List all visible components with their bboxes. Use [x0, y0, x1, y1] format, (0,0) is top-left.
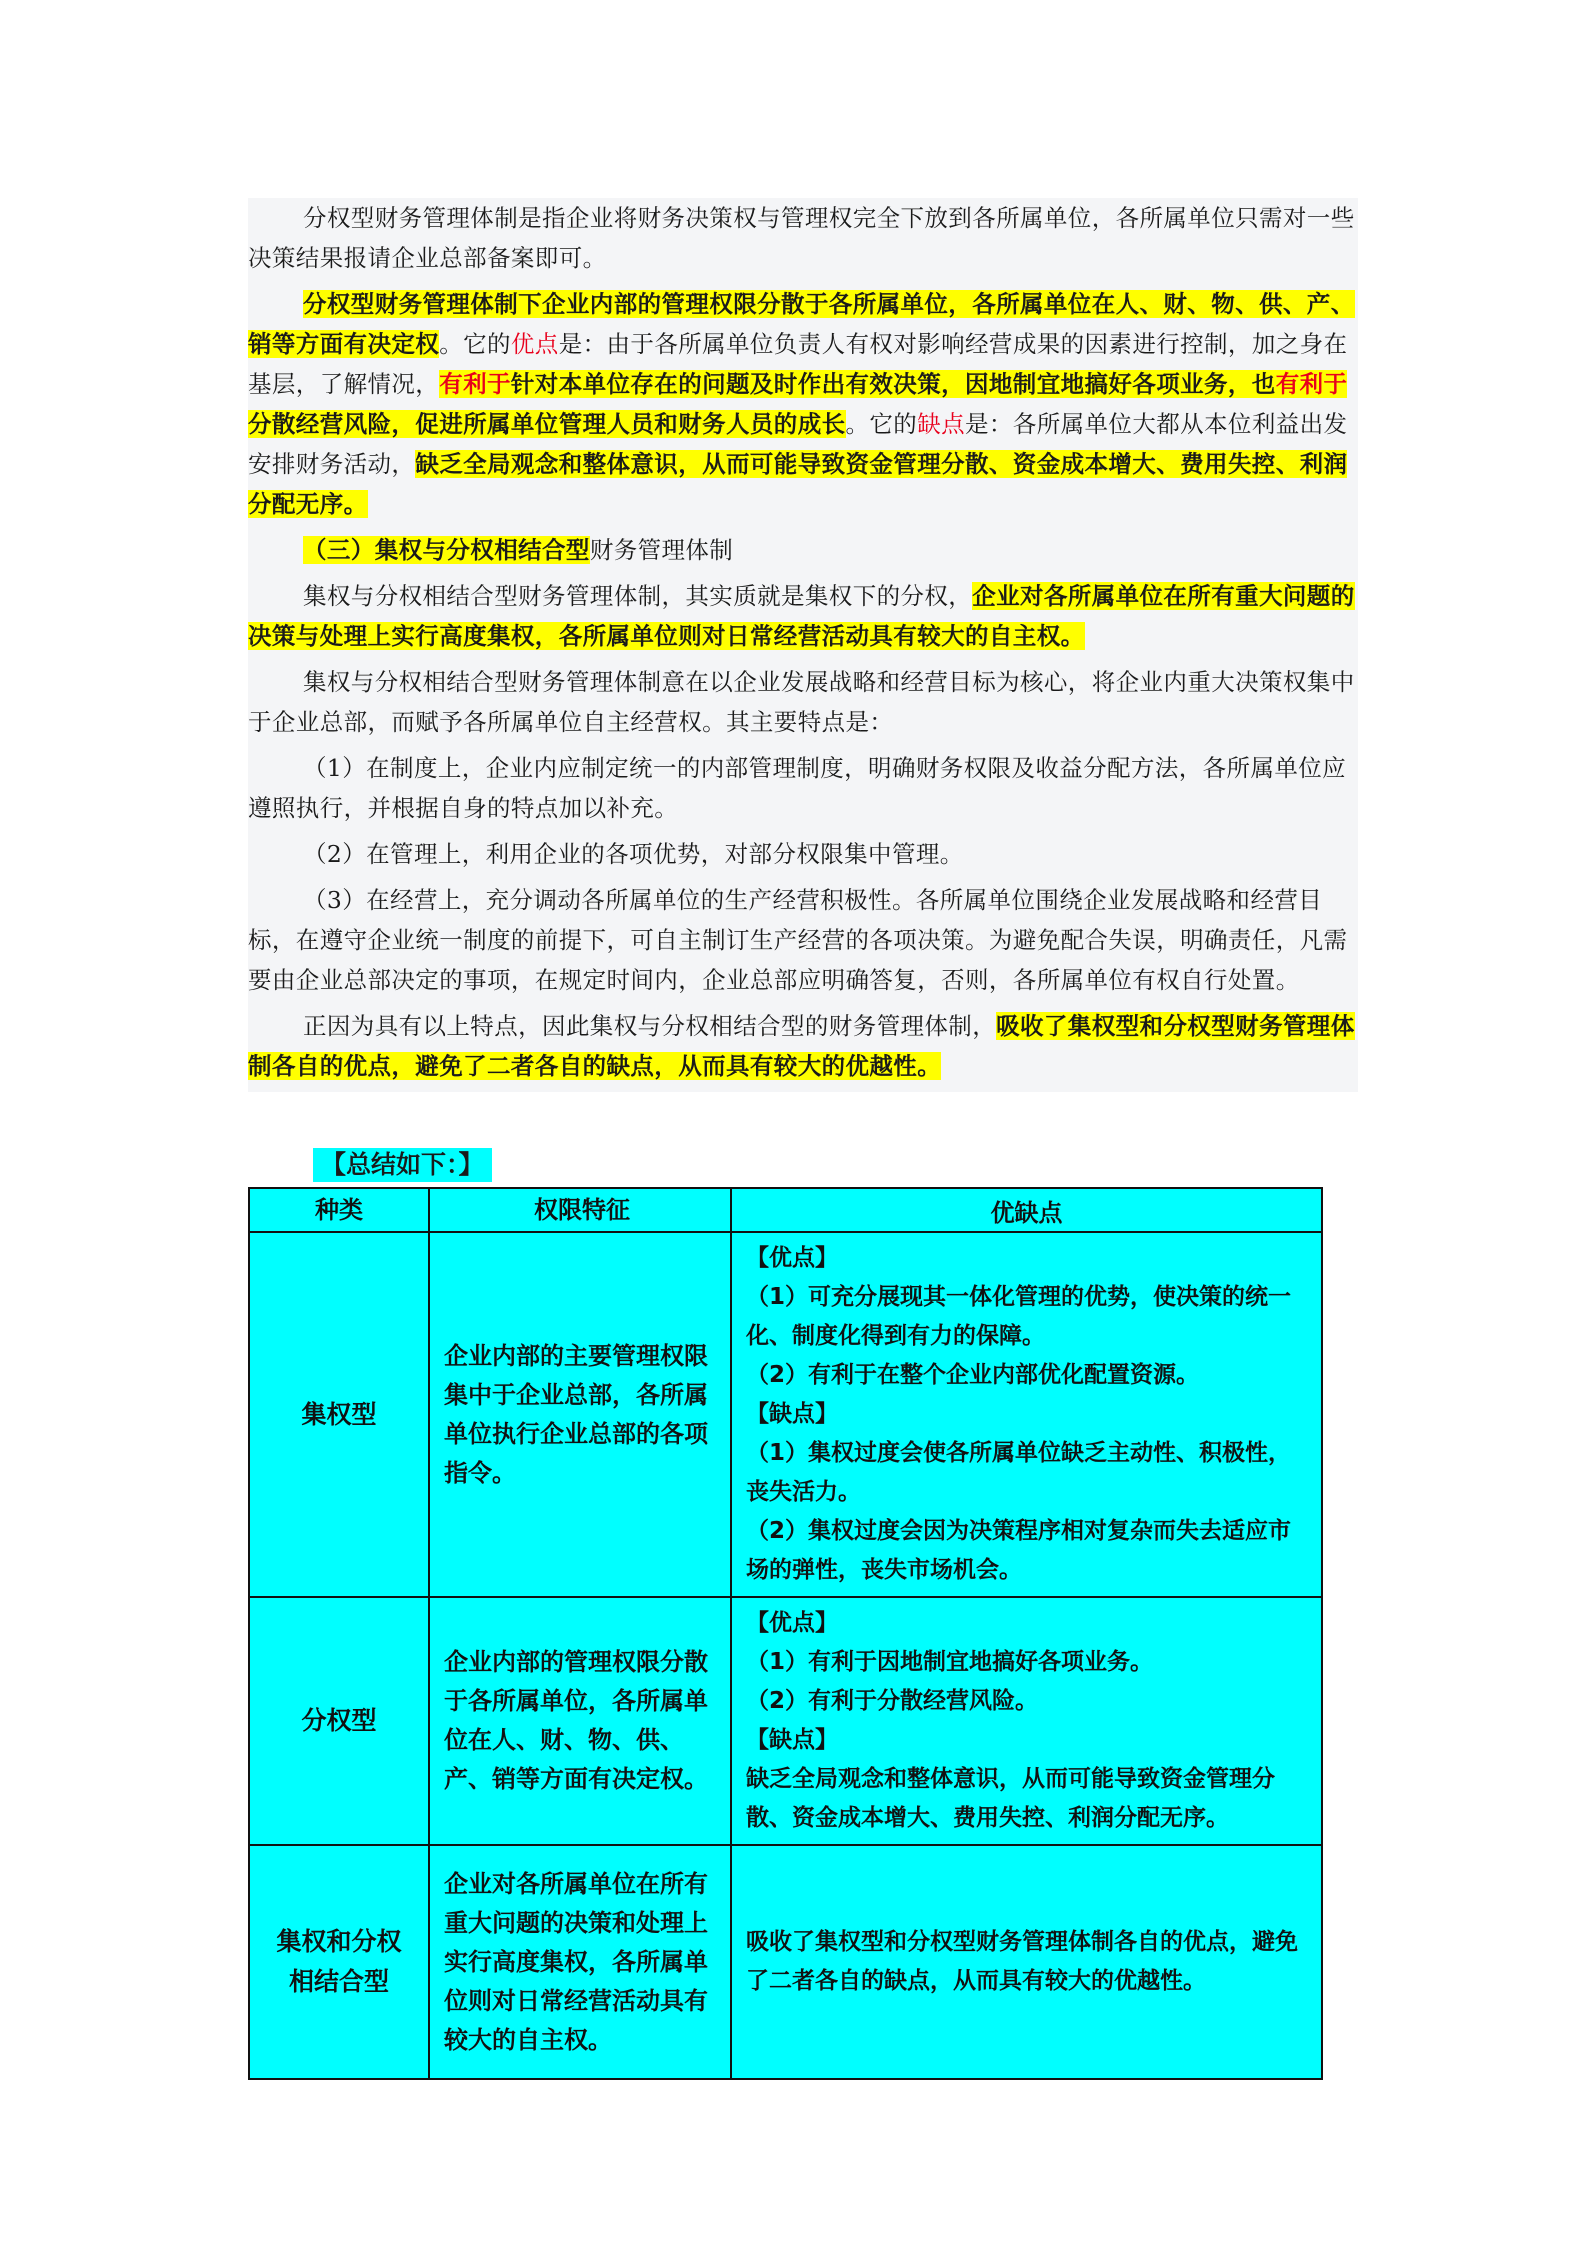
table-row [249, 1232, 1322, 1597]
paragraph-7: （3）在经营上，充分调动各所属单位的生产经营积极性。各所属单位围绕企业发展战略和经营目标，在遵守企业统一制度的前提下，可自主制订生产经营的各项决策。为避免配合失误，明确责任，凡需要由企业总部决定的事项，在规定时间内，企业总部应明确答复，否则，各所属单位有权自行处置。 [248, 886, 1348, 994]
pros-item: （1）有利于因地制宜地搞好各项业务。 [746, 1649, 1154, 1675]
paragraph-3: 集权与分权相结合型财务管理体制，其实质就是集权下的分权，企业对各所属单位在所有重大问题的决策与处理上实行高度集权，各所属单位则对日常经营活动具有较大的自主权。 [248, 582, 1355, 650]
highlight-text: 吸收了集权型和分权型财务管理体制各自的优点，避免了二者各自的缺点，从而具有较大的优越性。 [248, 1012, 1355, 1080]
section-heading: （三）集权与分权相结合型财务管理体制 [303, 536, 734, 564]
paragraph-8: 正因为具有以上特点，因此集权与分权相结合型的财务管理体制，吸收了集权型和分权型财务管理体制各自的优点，避免了二者各自的缺点，从而具有较大的优越性。 [248, 1012, 1355, 1080]
pros-label: 【优点】 [746, 1245, 838, 1271]
type-cell: 集权和分权相结合型 [249, 1845, 429, 2079]
cons-label: 【缺点】 [746, 1401, 838, 1427]
highlight-text: 分散经营风险，促进所属单位管理人员和财务人员的成长 [248, 410, 846, 438]
highlight-text: 企业对各所属单位在所有重大问题的决策与处理上实行高度集权，各所属单位则对日常经营活动具有较大的自主权。 [248, 582, 1355, 650]
feature-cell: 企业内部的管理权限分散于各所属单位，各所属单位在人、财、物、供、产、销等方面有决定权。 [429, 1597, 731, 1845]
red-keyword: 有利于 [439, 370, 511, 398]
highlight-text: （三）集权与分权相结合型 [303, 536, 590, 564]
pros-item: （2）有利于在整个企业内部优化配置资源。 [746, 1362, 1200, 1388]
cons-label: 【缺点】 [746, 1727, 838, 1753]
paragraph-5: （1）在制度上，企业内应制定统一的内部管理制度，明确财务权限及收益分配方法，各所属单位应遵照执行，并根据自身的特点加以补充。 [248, 754, 1347, 822]
paragraph-1: 分权型财务管理体制是指企业将财务决策权与管理权完全下放到各所属单位，各所属单位只需对一些决策结果报请企业总部备案即可。 [248, 204, 1355, 272]
cons-item: 缺乏全局观念和整体意识，从而可能导致资金管理分散、资金成本增大、费用失控、利润分配无序。 [746, 1766, 1275, 1831]
red-keyword: 缺点 [917, 410, 966, 438]
pros-item: （2）有利于分散经营风险。 [746, 1688, 1039, 1714]
red-keyword: 优点 [510, 330, 559, 358]
cons-item: （1）集权过度会使各所属单位缺乏主动性、积极性，丧失活力。 [746, 1440, 1292, 1505]
cons-item: （2）集权过度会因为决策程序相对复杂而失去适应市场的弹性，丧失市场机会。 [746, 1518, 1292, 1583]
pros-cons-cell [731, 1597, 1322, 1845]
feature-cell: 企业内部的主要管理权限集中于企业总部，各所属单位执行企业总部的各项指令。 [429, 1232, 731, 1597]
summary-item: 吸收了集权型和分权型财务管理体制各自的优点，避免了二者各自的缺点，从而具有较大的优越性。 [746, 1929, 1298, 1994]
type-cell: 集权型 [249, 1232, 429, 1597]
pros-item: （1）可充分展现其一体化管理的优势，使决策的统一化、制度化得到有力的保障。 [746, 1284, 1292, 1349]
header-pros-cons: 优缺点 [731, 1188, 1322, 1232]
paragraph-4: 集权与分权相结合型财务管理体制意在以企业发展战略和经营目标为核心，将企业内重大决策权集中于企业总部，而赋予各所属单位自主经营权。其主要特点是： [248, 668, 1355, 736]
summary-table [248, 1187, 1323, 2080]
highlight-text: 针对本单位存在的问题及时作出有效决策，因地制宜地搞好各项业务，也 [510, 370, 1276, 398]
table-row [249, 1845, 1322, 2079]
table-header-row [249, 1188, 1322, 1232]
pros-cons-cell [731, 1845, 1322, 2079]
paragraph-6: （2）在管理上，利用企业的各项优势，对部分权限集中管理。 [303, 840, 964, 868]
pros-cons-cell [731, 1232, 1322, 1597]
highlight-text: 缺乏全局观念和整体意识，从而可能导致资金管理分散、资金成本增大、费用失控、利润分配无序。 [248, 450, 1348, 518]
highlight-text: 分权型财务管理体制下企业内部的管理权限分散于各所属单位，各所属单位在人、财、物、供、产、销等方面有决定权 [248, 290, 1355, 358]
paragraph-2: 分权型财务管理体制下企业内部的管理权限分散于各所属单位，各所属单位在人、财、物、供、产、销等方面有决定权。它的优点是：由于各所属单位负责人有权对影响经营成果的因素进行控制，加之身在基层，了解情况，有利于针对本单位存在的问题及时作出有效决策，因地制宜地搞好各项业务，也有利于分散经营风险，促进所属单位管理人员和财务人员的成长。它的缺点是：各所属单位大都从本位利益出发安排财务活动，缺乏全局观念和整体意识，从而可能导致资金管理分散、资金成本增大、费用失控、利润分配无序。 [248, 290, 1355, 518]
feature-cell: 企业对各所属单位在所有重大问题的决策和处理上实行高度集权，各所属单位则对日常经营活动具有较大的自主权。 [429, 1845, 731, 2079]
pros-label: 【优点】 [746, 1610, 838, 1636]
table-row [249, 1597, 1322, 1845]
body-text [248, 198, 1358, 1092]
summary-title: 【总结如下：】 [313, 1148, 492, 1182]
header-feature: 权限特征 [429, 1188, 731, 1232]
header-type: 种类 [249, 1188, 429, 1232]
red-keyword: 有利于 [1275, 370, 1348, 398]
type-cell: 分权型 [249, 1597, 429, 1845]
